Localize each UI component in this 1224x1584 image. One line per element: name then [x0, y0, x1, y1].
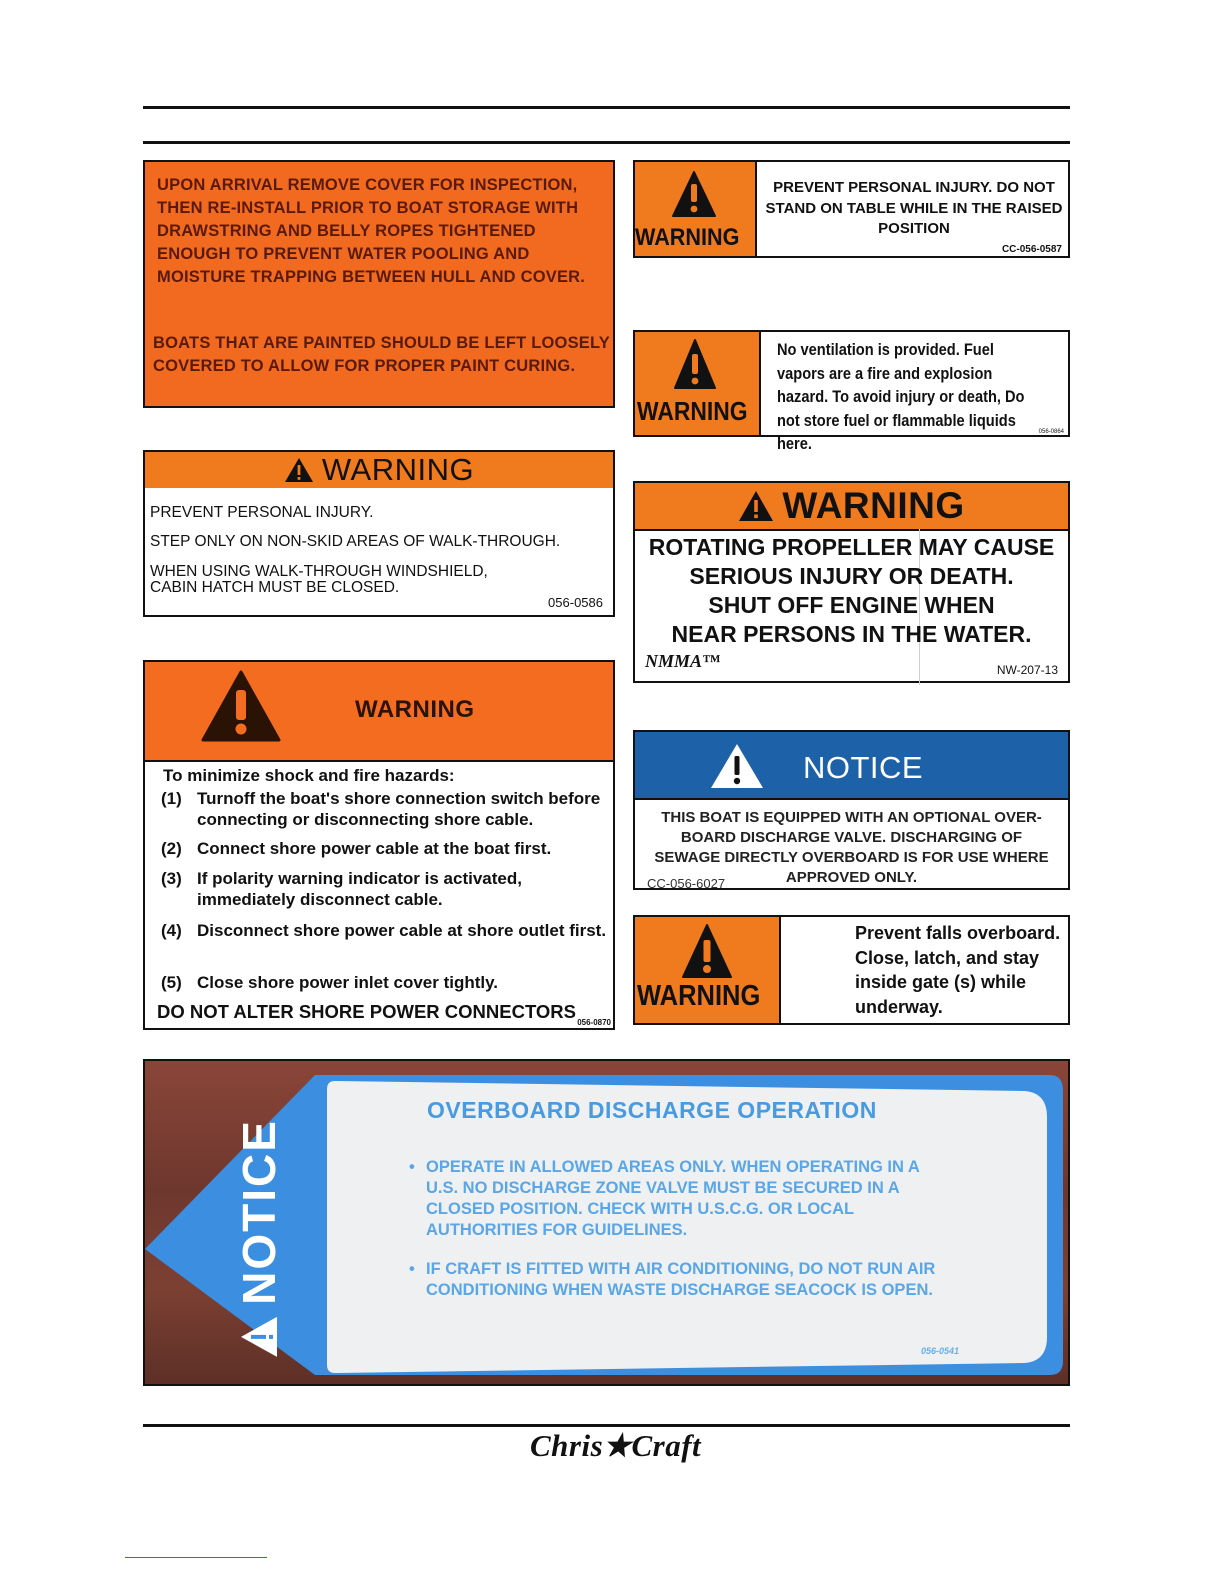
warning-triangle-icon: [201, 670, 281, 742]
shore-power-item: [161, 838, 607, 859]
label-code: 056-0870: [577, 1018, 611, 1027]
discharge-valve-notice-label: [633, 730, 1070, 890]
propeller-line3: SHUT OFF ENGINE WHEN: [708, 592, 995, 618]
warning-header-text: WARNING: [355, 696, 475, 723]
shore-power-item: [161, 868, 607, 910]
bullet-dot: •: [409, 1260, 415, 1278]
label-code: 056-0541: [921, 1346, 960, 1356]
falls-overboard-warning-label: [633, 915, 1070, 1025]
table-warning-label: [633, 160, 1070, 258]
table-warning-message: PREVENT PERSONAL INJURY. DO NOT STAND ON TABLE WHILE IN THE RAISED POSITION: [765, 179, 1063, 237]
warning-triangle-icon: [738, 490, 774, 522]
vertical-notice-banner: [232, 1119, 286, 1359]
shore-power-intro: To minimize shock and fire hazards:: [163, 766, 455, 785]
falls-overboard-message: Prevent falls overboard. Close, latch, and stay inside gate (s) while underway.: [855, 923, 1061, 1017]
propeller-line1: ROTATING PROPELLER MAY CAUSE: [648, 534, 1055, 560]
item-text: Disconnect shore power cable at shore outlet first.: [197, 921, 607, 940]
walkthrough-line2: STEP ONLY ON NON-SKID AREAS OF WALK-THROUGH.: [150, 533, 561, 550]
warning-side-text: WARNING: [637, 396, 748, 426]
warning-side-text: WARNING: [637, 980, 761, 1012]
discharge-bullet1: OPERATE IN ALLOWED AREAS ONLY. WHEN OPERATING IN A U.S. NO DISCHARGE ZONE VALVE MUST BE SECURED IN A CLOSED POSITION. CHECK WITH U.S.C.G. OR LOCAL AUTHORITIES FOR GUIDELINES.: [426, 1158, 920, 1239]
overboard-discharge-notice-photo: [143, 1059, 1070, 1386]
cover-instructions-para2: BOATS THAT ARE PAINTED SHOULD BE LEFT LOOSELY COVERED TO ALLOW FOR PROPER PAINT CURING.: [153, 334, 610, 375]
warning-side-text: WARNING: [635, 224, 740, 251]
notice-triangle-icon: [709, 742, 765, 790]
brand-logo: [530, 1428, 705, 1478]
warning-side-panel: [635, 332, 761, 435]
warning-header: [145, 662, 613, 762]
header-rule-bottom: [143, 141, 1070, 144]
warning-header-text: WARNING: [782, 485, 965, 526]
item-number: (1): [161, 789, 182, 808]
walkthrough-line3b: CABIN HATCH MUST BE CLOSED.: [150, 579, 400, 596]
warning-triangle-icon: [284, 457, 314, 483]
warning-side-panel: [635, 917, 781, 1023]
bullet-dot: •: [409, 1158, 415, 1176]
shore-power-warning-label: [143, 660, 615, 1030]
item-text: If polarity warning indicator is activated, immediately disconnect cable.: [197, 869, 522, 909]
walkthrough-line1: PREVENT PERSONAL INJURY.: [150, 504, 374, 521]
ventilation-warning-message: No ventilation is provided. Fuel vapors are a fire and explosion hazard. To avoid injury or death, Do not store fuel or flammable liquids here.: [777, 340, 1025, 453]
label-code: NW-207-13: [996, 663, 1058, 677]
footnote-rule: [125, 1557, 267, 1558]
discharge-bullet: [409, 1259, 949, 1301]
label-code: 056-0864: [1038, 429, 1064, 435]
notice-header: [635, 732, 1068, 800]
walkthrough-warning-label: [143, 450, 615, 617]
warning-side-panel: [635, 162, 757, 256]
brand-logo-text: Chris★Craft: [530, 1428, 702, 1463]
footer-rule: [143, 1424, 1070, 1427]
notice-valve-line1: THIS BOAT IS EQUIPPED WITH AN OPTIONAL OVER-: [661, 809, 1042, 826]
cover-instructions-para1: UPON ARRIVAL REMOVE COVER FOR INSPECTION, THEN RE-INSTALL PRIOR TO BOAT STORAGE WITH DRAWSTRING AND BELLY ROPES TIGHTENED ENOUGH TO PREVENT WATER POOLING AND MOISTURE TRAPPING BETWEEN HULL AND COVER.: [157, 176, 586, 286]
discharge-bullet: [409, 1157, 949, 1241]
vertical-notice-text: NOTICE: [233, 1119, 285, 1305]
item-number: (5): [161, 973, 182, 992]
header-rule-top: [143, 106, 1070, 109]
notice-valve-line2: BOARD DISCHARGE VALVE. DISCHARGING OF: [680, 829, 1023, 846]
warning-header: [635, 483, 1068, 531]
item-number: (3): [161, 869, 182, 888]
warning-triangle-icon: [681, 923, 733, 979]
propeller-warning-label: [633, 481, 1070, 683]
label-code: CC-056-6027: [647, 876, 726, 891]
propeller-line2: SERIOUS INJURY OR DEATH.: [689, 563, 1014, 589]
propeller-line4: NEAR PERSONS IN THE WATER.: [671, 621, 1032, 647]
warning-header-text: WARNING: [321, 452, 475, 487]
ventilation-warning-label: [633, 330, 1070, 453]
warning-triangle-icon: [671, 170, 717, 218]
warning-triangle-icon: [673, 338, 717, 390]
item-number: (4): [161, 921, 182, 940]
warning-header: [145, 452, 613, 488]
notice-triangle-icon: [239, 1315, 279, 1359]
notice-valve-line3: SEWAGE DIRECTLY OVERBOARD IS FOR USE WHERE: [654, 849, 1049, 866]
walkthrough-line3a: WHEN USING WALK-THROUGH WINDSHIELD,: [150, 563, 488, 580]
shore-power-item: [161, 920, 607, 941]
nmma-logo: NMMA™: [645, 651, 721, 671]
item-text: Connect shore power cable at the boat first.: [197, 839, 552, 858]
shore-power-footer: DO NOT ALTER SHORE POWER CONNECTORS: [157, 1001, 577, 1022]
propeller-warning-body: [635, 533, 1068, 649]
item-text: Turnoff the boat's shore connection switch before connecting or disconnecting shore cable.: [197, 789, 601, 829]
notice-valve-line4: APPROVED ONLY.: [785, 869, 918, 886]
label-code: 056-0586: [548, 595, 603, 610]
label-code: CC-056-0587: [1001, 244, 1062, 255]
cover-instructions-label: [143, 160, 615, 408]
item-text: Close shore power inlet cover tightly.: [197, 973, 499, 992]
shore-power-item: [161, 788, 607, 830]
item-number: (2): [161, 839, 182, 858]
notice-header-text: NOTICE: [803, 750, 924, 785]
shore-power-item: [161, 972, 607, 993]
discharge-bullet2: IF CRAFT IS FITTED WITH AIR CONDITIONING, DO NOT RUN AIR CONDITIONING WHEN WASTE DISCHARGE SEACOCK IS OPEN.: [426, 1260, 936, 1299]
discharge-operation-title: OVERBOARD DISCHARGE OPERATION: [427, 1097, 877, 1123]
